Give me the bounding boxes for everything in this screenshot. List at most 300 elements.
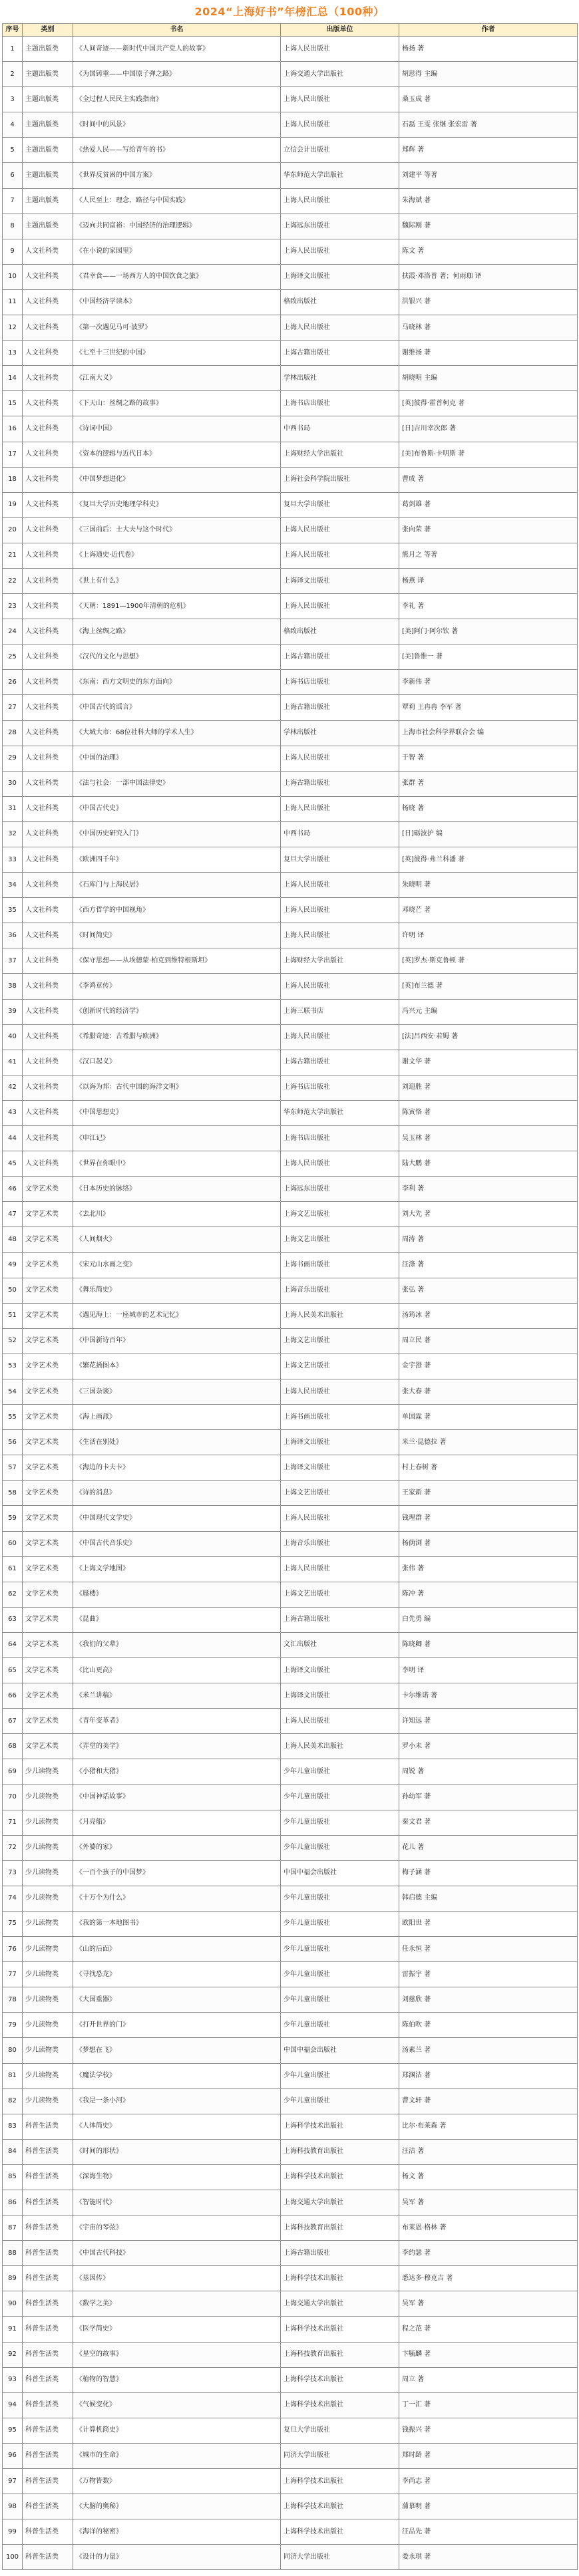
cell-book: 《米兰讲稿》 — [73, 1683, 281, 1709]
cell-book: 《石库门与上海民居》 — [73, 873, 281, 898]
table-row — [3, 517, 578, 543]
cell-category: 文学艺术类 — [23, 1709, 73, 1734]
cell-author: 陆大鹏 著 — [399, 1151, 578, 1177]
cell-no: 80 — [3, 2038, 23, 2063]
cell-no: 2 — [3, 62, 23, 87]
table-row — [3, 1075, 578, 1100]
cell-author: 刘慈欣 著 — [399, 1987, 578, 2013]
cell-publisher: 上海人民出版社 — [281, 1556, 399, 1582]
cell-book: 《中国梦想进化》 — [73, 467, 281, 492]
cell-no: 59 — [3, 1506, 23, 1531]
cell-author: 米兰·昆德拉 著 — [399, 1430, 578, 1455]
cell-publisher: 上海人民美术出版社 — [281, 1303, 399, 1328]
cell-no: 86 — [3, 2190, 23, 2215]
cell-category: 文学艺术类 — [23, 1455, 73, 1481]
cell-author: 张伟 著 — [399, 1556, 578, 1582]
cell-author: 李礼 著 — [399, 594, 578, 619]
cell-category: 文学艺术类 — [23, 1177, 73, 1202]
cell-no: 7 — [3, 188, 23, 214]
cell-book: 《创新时代的经济学》 — [73, 999, 281, 1024]
cell-author: 汪涤 著 — [399, 1252, 578, 1278]
cell-category: 人文社科类 — [23, 492, 73, 517]
cell-category: 少儿读物类 — [23, 1987, 73, 2013]
table-row — [3, 1632, 578, 1657]
cell-no: 30 — [3, 771, 23, 796]
cell-author: 罗小未 著 — [399, 1734, 578, 1759]
cell-book: 《万物皆数》 — [73, 2469, 281, 2494]
cell-no: 63 — [3, 1607, 23, 1632]
cell-book: 《三国杂谈》 — [73, 1379, 281, 1404]
cell-category: 主题出版类 — [23, 214, 73, 239]
cell-no: 64 — [3, 1632, 23, 1657]
cell-author: [英]布兰德 著 — [399, 974, 578, 999]
cell-category: 人文社科类 — [23, 974, 73, 999]
cell-category: 科普生活类 — [23, 2114, 73, 2139]
table-row — [3, 1430, 578, 1455]
table-row — [3, 2038, 578, 2063]
cell-category: 文学艺术类 — [23, 1607, 73, 1632]
cell-publisher: 少年儿童出版社 — [281, 1937, 399, 1962]
cell-author: 周立 著 — [399, 2367, 578, 2392]
cell-author: 吴军 著 — [399, 2291, 578, 2317]
table-row — [3, 2342, 578, 2367]
cell-publisher: 少年儿童出版社 — [281, 1987, 399, 2013]
cell-no: 92 — [3, 2342, 23, 2367]
cell-category: 少儿读物类 — [23, 1860, 73, 1886]
cell-publisher: 格致出版社 — [281, 619, 399, 644]
cell-publisher: 上海人民出版社 — [281, 746, 399, 771]
cell-publisher: 上海科技教育出版社 — [281, 2216, 399, 2241]
cell-author: 雷振宇 著 — [399, 1962, 578, 1987]
cell-book: 《在小说的家园里》 — [73, 239, 281, 264]
table-row — [3, 239, 578, 264]
cell-category: 文学艺术类 — [23, 1328, 73, 1354]
cell-publisher: 上海人民出版社 — [281, 594, 399, 619]
cell-book: 《中国的治理》 — [73, 746, 281, 771]
cell-category: 科普生活类 — [23, 2291, 73, 2317]
cell-book: 《资本的逻辑与近代日本》 — [73, 442, 281, 467]
cell-category: 主题出版类 — [23, 138, 73, 163]
table-row — [3, 492, 578, 517]
cell-category: 文学艺术类 — [23, 1354, 73, 1379]
cell-no: 100 — [3, 2545, 23, 2570]
cell-book: 《植物的智慧》 — [73, 2367, 281, 2392]
cell-category: 少儿读物类 — [23, 2088, 73, 2114]
cell-author: 陈伯吹 著 — [399, 2013, 578, 2038]
table-row — [3, 2063, 578, 2088]
col-header-category: 类别 — [23, 24, 73, 37]
book-table — [2, 23, 578, 2570]
cell-no: 57 — [3, 1455, 23, 1481]
cell-author: [日]砺波护 编 — [399, 821, 578, 847]
cell-category: 少儿读物类 — [23, 1810, 73, 1835]
table-row — [3, 2418, 578, 2443]
cell-book: 《一百个孩子的中国梦》 — [73, 1860, 281, 1886]
table-row — [3, 1987, 578, 2013]
cell-publisher: 上海古籍出版社 — [281, 695, 399, 720]
cell-no: 28 — [3, 720, 23, 746]
cell-book: 《海上丝绸之路》 — [73, 619, 281, 644]
cell-category: 人文社科类 — [23, 720, 73, 746]
table-row — [3, 1455, 578, 1481]
cell-book: 《全过程人民民主实践指南》 — [73, 87, 281, 112]
cell-book: 《时间中的风景》 — [73, 112, 281, 138]
cell-book: 《中国古代史》 — [73, 796, 281, 821]
table-row — [3, 1227, 578, 1252]
cell-book: 《数学之美》 — [73, 2291, 281, 2317]
cell-publisher: 上海三联书店 — [281, 999, 399, 1024]
cell-author: 曹文轩 著 — [399, 2088, 578, 2114]
cell-publisher: 上海译文出版社 — [281, 568, 399, 593]
table-row — [3, 1354, 578, 1379]
cell-publisher: 上海文艺出版社 — [281, 1354, 399, 1379]
cell-author: 李新伟 著 — [399, 670, 578, 695]
cell-book: 《梦想在飞》 — [73, 2038, 281, 2063]
table-row — [3, 2216, 578, 2241]
cell-no: 93 — [3, 2367, 23, 2392]
cell-author: 洪银兴 著 — [399, 289, 578, 315]
table-row — [3, 670, 578, 695]
table-row — [3, 619, 578, 644]
cell-no: 51 — [3, 1303, 23, 1328]
cell-author: 卞毓麟 著 — [399, 2342, 578, 2367]
cell-book: 《西方哲学的中国视角》 — [73, 898, 281, 923]
cell-publisher: 上海书画出版社 — [281, 1252, 399, 1278]
cell-no: 90 — [3, 2291, 23, 2317]
cell-category: 文学艺术类 — [23, 1506, 73, 1531]
cell-no: 16 — [3, 416, 23, 442]
cell-author: 郑渊洁 著 — [399, 2063, 578, 2088]
cell-author: 许明 译 — [399, 923, 578, 948]
cell-book: 《时间简史》 — [73, 923, 281, 948]
cell-book: 《生活在别处》 — [73, 1430, 281, 1455]
cell-publisher: 少年儿童出版社 — [281, 1886, 399, 1911]
table-row — [3, 898, 578, 923]
cell-author: 李约瑟 著 — [399, 2241, 578, 2266]
cell-category: 人文社科类 — [23, 898, 73, 923]
cell-book: 《城市的生命》 — [73, 2443, 281, 2468]
cell-book: 《弄堂的美学》 — [73, 1734, 281, 1759]
col-header-publisher: 出版单位 — [281, 24, 399, 37]
cell-category: 人文社科类 — [23, 416, 73, 442]
cell-publisher: 上海人民出版社 — [281, 974, 399, 999]
cell-publisher: 上海财经大学出版社 — [281, 442, 399, 467]
table-title: 2024“上海好书”年榜汇总（100种） — [194, 5, 385, 18]
cell-publisher: 上海文艺出版社 — [281, 1582, 399, 1607]
cell-author: 丁一汇 著 — [399, 2392, 578, 2418]
cell-category: 文学艺术类 — [23, 1658, 73, 1683]
cell-category: 人文社科类 — [23, 670, 73, 695]
cell-no: 68 — [3, 1734, 23, 1759]
cell-no: 4 — [3, 112, 23, 138]
cell-author: [英]彼得·霍普柯克 著 — [399, 391, 578, 416]
cell-no: 40 — [3, 1024, 23, 1050]
cell-book: 《上海文学地图》 — [73, 1556, 281, 1582]
cell-author: 刘迎胜 著 — [399, 1075, 578, 1100]
cell-book: 《智能时代》 — [73, 2190, 281, 2215]
cell-author: 邓晓芒 著 — [399, 898, 578, 923]
cell-book: 《魔法学校》 — [73, 2063, 281, 2088]
cell-publisher: 上海交通大学出版社 — [281, 2190, 399, 2215]
cell-book: 《诗词中国》 — [73, 416, 281, 442]
cell-author: 杨晓 著 — [399, 796, 578, 821]
cell-category: 人文社科类 — [23, 1050, 73, 1075]
cell-publisher: 同济大学出版社 — [281, 2545, 399, 2570]
table-row — [3, 1582, 578, 1607]
cell-author: 蒲慕明 著 — [399, 2494, 578, 2519]
cell-no: 69 — [3, 1759, 23, 1785]
cell-book: 《中国古代音乐史》 — [73, 1531, 281, 1556]
cell-no: 29 — [3, 746, 23, 771]
cell-book: 《人间奇迹——新时代中国共产党人的故事》 — [73, 37, 281, 62]
table-row — [3, 341, 578, 366]
cell-book: 《中国新诗百年》 — [73, 1328, 281, 1354]
table-row — [3, 1481, 578, 1506]
cell-author: 秦文君 著 — [399, 1810, 578, 1835]
cell-no: 78 — [3, 1987, 23, 2013]
table-row — [3, 1734, 578, 1759]
cell-category: 文学艺术类 — [23, 1632, 73, 1657]
cell-publisher: 复旦大学出版社 — [281, 2418, 399, 2443]
cell-category: 人文社科类 — [23, 517, 73, 543]
cell-author: 熊月之 等著 — [399, 543, 578, 568]
cell-author: 钱理群 著 — [399, 1506, 578, 1531]
cell-book: 《舞乐简史》 — [73, 1278, 281, 1303]
cell-category: 少儿读物类 — [23, 1835, 73, 1860]
cell-book: 《青年变革者》 — [73, 1709, 281, 1734]
cell-author: 扶霞·邓洛普 著；何雨珈 译 — [399, 264, 578, 289]
cell-publisher: 上海古籍出版社 — [281, 771, 399, 796]
cell-category: 少儿读物类 — [23, 2063, 73, 2088]
cell-category: 人文社科类 — [23, 923, 73, 948]
cell-no: 76 — [3, 1937, 23, 1962]
cell-author: [美]鲁惟一 著 — [399, 644, 578, 670]
cell-author: 张大春 著 — [399, 1379, 578, 1404]
cell-category: 人文社科类 — [23, 796, 73, 821]
cell-no: 60 — [3, 1531, 23, 1556]
cell-publisher: 中西书局 — [281, 821, 399, 847]
cell-category: 科普生活类 — [23, 2545, 73, 2570]
table-row — [3, 1709, 578, 1734]
cell-author: [法]吕西安·若姆 著 — [399, 1024, 578, 1050]
cell-no: 45 — [3, 1151, 23, 1177]
cell-book: 《七至十三世纪的中国》 — [73, 341, 281, 366]
table-row — [3, 1886, 578, 1911]
cell-book: 《中国古代科技》 — [73, 2241, 281, 2266]
cell-book: 《海上画派》 — [73, 1405, 281, 1430]
cell-book: 《山的后面》 — [73, 1937, 281, 1962]
cell-category: 人文社科类 — [23, 391, 73, 416]
cell-book: 《世界反贫困的中国方案》 — [73, 163, 281, 188]
table-row — [3, 1860, 578, 1886]
cell-category: 少儿读物类 — [23, 2013, 73, 2038]
cell-author: [英]彼得·弗兰科潘 著 — [399, 847, 578, 873]
table-row — [3, 1835, 578, 1860]
cell-book: 《保守思想——从埃德蒙·柏克到维特根斯坦》 — [73, 948, 281, 974]
table-row — [3, 138, 578, 163]
table-row — [3, 1683, 578, 1709]
cell-category: 文学艺术类 — [23, 1303, 73, 1328]
cell-book: 《迈向共同富裕：中国经济的治理逻辑》 — [73, 214, 281, 239]
cell-author: 娄永琪 著 — [399, 2545, 578, 2570]
cell-book: 《中国历史研究入门》 — [73, 821, 281, 847]
cell-author: 欧阳世 著 — [399, 1911, 578, 1936]
cell-no: 50 — [3, 1278, 23, 1303]
table-row — [3, 644, 578, 670]
cell-no: 10 — [3, 264, 23, 289]
table-row — [3, 188, 578, 214]
table-row — [3, 1556, 578, 1582]
cell-no: 55 — [3, 1405, 23, 1430]
cell-no: 14 — [3, 366, 23, 391]
cell-no: 39 — [3, 999, 23, 1024]
cell-no: 18 — [3, 467, 23, 492]
cell-no: 32 — [3, 821, 23, 847]
cell-category: 科普生活类 — [23, 2139, 73, 2164]
cell-no: 27 — [3, 695, 23, 720]
cell-no: 3 — [3, 87, 23, 112]
cell-author: 曹成 著 — [399, 467, 578, 492]
cell-author: 陈冲 著 — [399, 1582, 578, 1607]
cell-no: 53 — [3, 1354, 23, 1379]
cell-no: 71 — [3, 1810, 23, 1835]
cell-publisher: 复旦大学出版社 — [281, 847, 399, 873]
cell-no: 77 — [3, 1962, 23, 1987]
cell-publisher: 上海交通大学出版社 — [281, 62, 399, 87]
cell-publisher: 上海人民出版社 — [281, 37, 399, 62]
cell-category: 主题出版类 — [23, 62, 73, 87]
cell-category: 科普生活类 — [23, 2367, 73, 2392]
table-row — [3, 1405, 578, 1430]
cell-book: 《去北川》 — [73, 1202, 281, 1227]
cell-book: 《欧洲四千年》 — [73, 847, 281, 873]
cell-publisher: 复旦大学出版社 — [281, 492, 399, 517]
table-row — [3, 1658, 578, 1683]
table-row — [3, 974, 578, 999]
table-row — [3, 948, 578, 974]
cell-publisher: 华东师范大学出版社 — [281, 163, 399, 188]
cell-author: 周立民 著 — [399, 1328, 578, 1354]
table-row — [3, 289, 578, 315]
table-row — [3, 1810, 578, 1835]
cell-publisher: 上海人民出版社 — [281, 517, 399, 543]
cell-publisher: 上海人民出版社 — [281, 1709, 399, 1734]
cell-author: 金宇澄 著 — [399, 1354, 578, 1379]
cell-book: 《寻找恐龙》 — [73, 1962, 281, 1987]
cell-publisher: 上海古籍出版社 — [281, 644, 399, 670]
cell-author: [美]阿门·阿尔钦 著 — [399, 619, 578, 644]
cell-author: 冯兴元 主编 — [399, 999, 578, 1024]
cell-category: 人文社科类 — [23, 1024, 73, 1050]
table-row — [3, 873, 578, 898]
cell-no: 21 — [3, 543, 23, 568]
cell-book: 《世界在你眼中》 — [73, 1151, 281, 1177]
cell-author: 吴军 著 — [399, 2190, 578, 2215]
cell-category: 人文社科类 — [23, 619, 73, 644]
cell-no: 84 — [3, 2139, 23, 2164]
cell-no: 35 — [3, 898, 23, 923]
cell-no: 37 — [3, 948, 23, 974]
cell-publisher: 上海书店出版社 — [281, 1126, 399, 1151]
table-row — [3, 62, 578, 87]
cell-category: 主题出版类 — [23, 37, 73, 62]
cell-no: 70 — [3, 1785, 23, 1810]
cell-book: 《外婆的家》 — [73, 1835, 281, 1860]
cell-category: 人文社科类 — [23, 1126, 73, 1151]
cell-category: 文学艺术类 — [23, 1202, 73, 1227]
cell-book: 《日本历史的脉络》 — [73, 1177, 281, 1202]
table-row — [3, 442, 578, 467]
cell-book: 《君幸食——一场西方人的中国饮食之旅》 — [73, 264, 281, 289]
cell-book: 《蜃楼》 — [73, 1582, 281, 1607]
cell-no: 79 — [3, 2013, 23, 2038]
table-row — [3, 315, 578, 341]
cell-book: 《星空的故事》 — [73, 2342, 281, 2367]
cell-no: 62 — [3, 1582, 23, 1607]
cell-category: 文学艺术类 — [23, 1278, 73, 1303]
cell-publisher: 少年儿童出版社 — [281, 2063, 399, 2088]
cell-category: 文学艺术类 — [23, 1430, 73, 1455]
table-row — [3, 2164, 578, 2190]
cell-book: 《设计的力量》 — [73, 2545, 281, 2570]
cell-author: 韩启德 主编 — [399, 1886, 578, 1911]
cell-no: 20 — [3, 517, 23, 543]
table-row — [3, 264, 578, 289]
table-row — [3, 695, 578, 720]
cell-category: 少儿读物类 — [23, 1962, 73, 1987]
cell-author: 魏际刚 著 — [399, 214, 578, 239]
cell-author: 陈晓卿 著 — [399, 1632, 578, 1657]
cell-no: 49 — [3, 1252, 23, 1278]
table-row — [3, 2469, 578, 2494]
cell-book: 《复旦大学历史地理学科史》 — [73, 492, 281, 517]
cell-category: 人文社科类 — [23, 873, 73, 898]
col-header-no: 序号 — [3, 24, 23, 37]
cell-category: 文学艺术类 — [23, 1227, 73, 1252]
cell-author: 孙幼军 著 — [399, 1785, 578, 1810]
cell-publisher: 上海科学技术出版社 — [281, 2469, 399, 2494]
cell-no: 72 — [3, 1835, 23, 1860]
cell-category: 人文社科类 — [23, 543, 73, 568]
cell-publisher: 上海人民出版社 — [281, 923, 399, 948]
cell-no: 52 — [3, 1328, 23, 1354]
cell-author: 石磊 王雯 张继 张宏雷 著 — [399, 112, 578, 138]
table-row — [3, 2114, 578, 2139]
cell-publisher: 上海书画出版社 — [281, 1405, 399, 1430]
cell-no: 83 — [3, 2114, 23, 2139]
cell-publisher: 上海人民出版社 — [281, 873, 399, 898]
cell-no: 44 — [3, 1126, 23, 1151]
cell-no: 65 — [3, 1658, 23, 1683]
table-row — [3, 2291, 578, 2317]
cell-publisher: 上海音乐出版社 — [281, 1278, 399, 1303]
table-row — [3, 2317, 578, 2342]
cell-category: 主题出版类 — [23, 112, 73, 138]
cell-book: 《我是一条小河》 — [73, 2088, 281, 2114]
cell-book: 《汉代的文化与思想》 — [73, 644, 281, 670]
cell-publisher: 上海译文出版社 — [281, 264, 399, 289]
table-row — [3, 1379, 578, 1404]
cell-no: 9 — [3, 239, 23, 264]
cell-author: 覃莉 王冉冉 李军 著 — [399, 695, 578, 720]
cell-no: 87 — [3, 2216, 23, 2241]
cell-publisher: 少年儿童出版社 — [281, 1911, 399, 1936]
cell-category: 科普生活类 — [23, 2469, 73, 2494]
cell-category: 科普生活类 — [23, 2418, 73, 2443]
cell-book: 《气候变化》 — [73, 2392, 281, 2418]
cell-category: 主题出版类 — [23, 87, 73, 112]
cell-publisher: 上海科学技术出版社 — [281, 2317, 399, 2342]
